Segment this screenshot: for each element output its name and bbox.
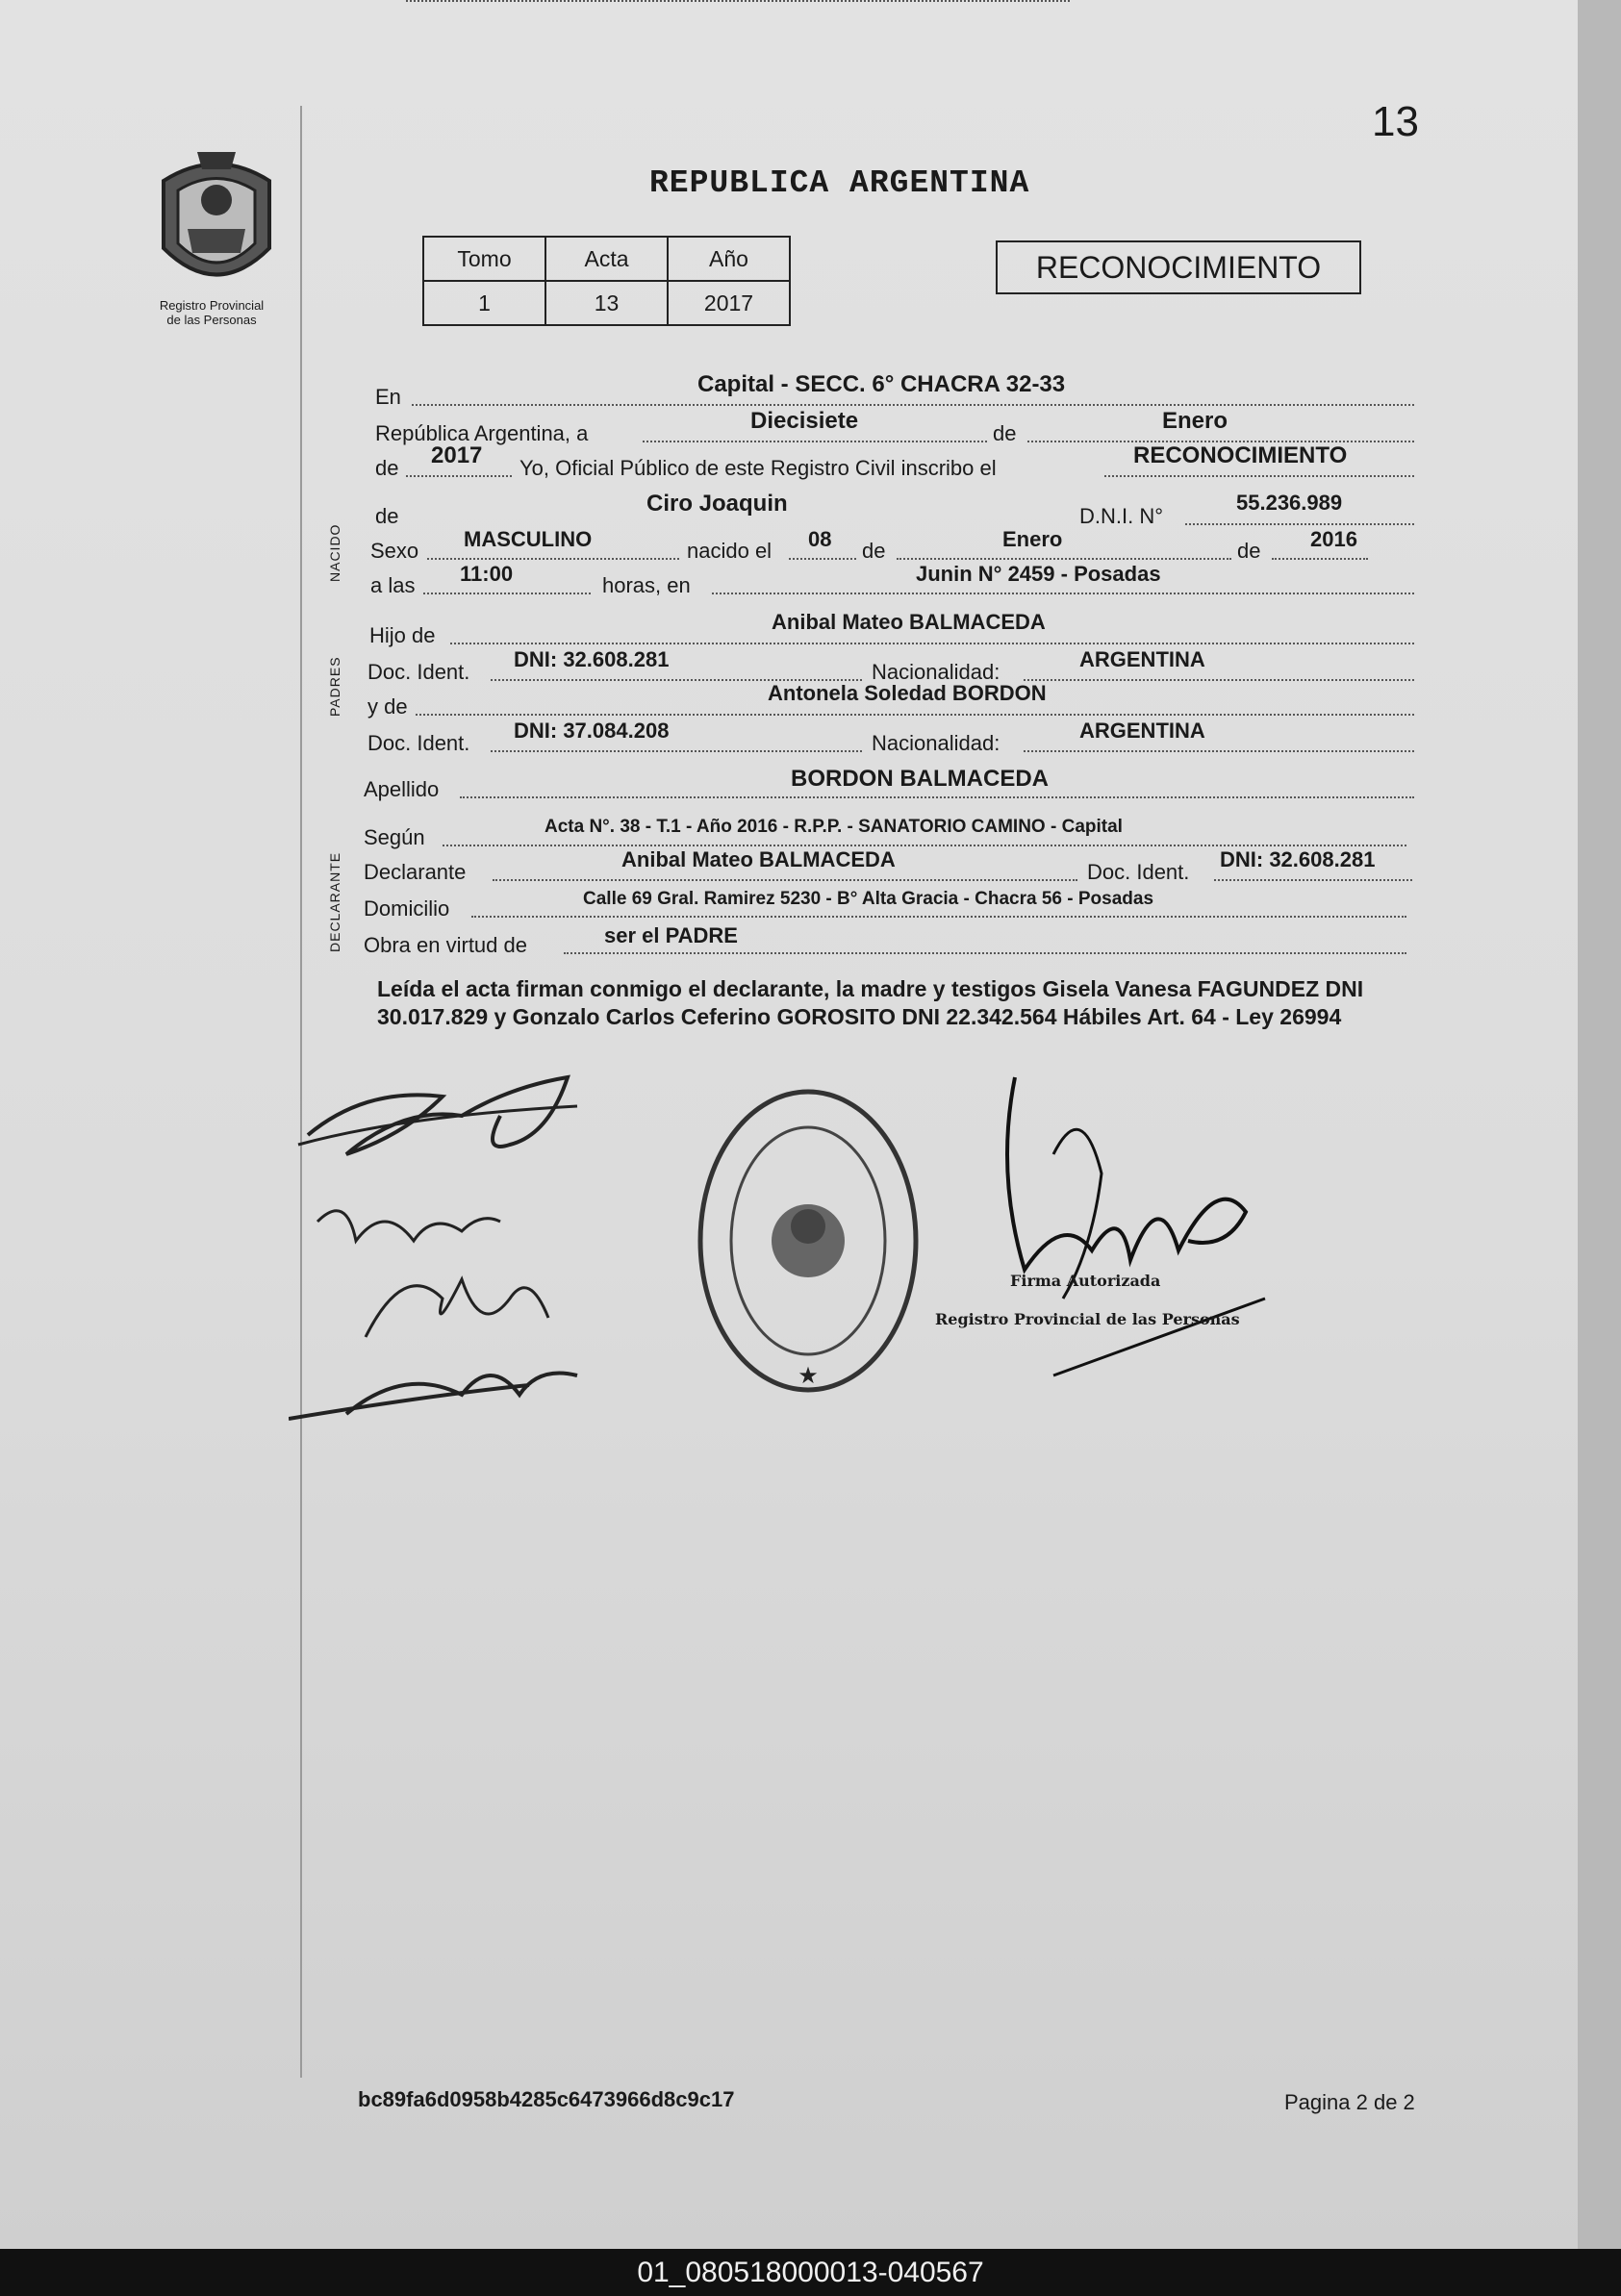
label-segun: Según [364,825,425,849]
value-padre: Anibal Mateo BALMACEDA [772,610,1046,634]
side-label-padres: PADRES [327,656,342,717]
label-declarante: Declarante [364,860,467,884]
value-apellido: BORDON BALMACEDA [791,766,1049,792]
label-obra: Obra en virtud de [364,933,527,957]
value-mes: Enero [1162,408,1228,434]
label-horas: horas, en [602,573,691,597]
value-sexo: MASCULINO [464,527,593,551]
value-lugar: Capital - SECC. 6° CHACRA 32-33 [697,371,1066,397]
value-dia: Diecisiete [750,408,859,434]
value-madre: Antonela Soledad BORDON [768,681,1047,705]
dotted-line [427,558,679,560]
label-a-las: a las [370,573,416,597]
closing-text: Leída el acta firman conmigo el declarante, la madre y testigos Gisela Vanesa FAGUNDEZ DNI 30.017.829 y Gonzalo Carlos Ceferino GOROSITO DNI 22.342.564 Hábiles Art. 64 - Ley 26994 [377,976,1364,1029]
page-indicator: Pagina 2 de 2 [1284,2090,1415,2114]
table-value-anio: 2017 [668,281,790,325]
dotted-line [406,475,512,477]
value-declarante-doc: DNI: 32.608.281 [1220,847,1376,871]
document-hash: bc89fa6d0958b4285c6473966d8c9c17 [358,2087,735,2111]
dotted-line [1214,879,1412,881]
svg-text:★: ★ [798,1363,819,1389]
label-nacionalidad-padre: Nacionalidad: [872,660,1000,684]
provincial-crest-icon [144,142,289,301]
label-doc-ident-declarante: Doc. Ident. [1087,860,1190,884]
label-de: de [993,421,1017,445]
value-madre-nac: ARGENTINA [1079,719,1205,743]
value-anio: 2017 [431,442,483,468]
value-nac-anio: 2016 [1310,527,1357,551]
value-dni: 55.236.989 [1236,491,1343,515]
table-header-anio: Año [668,237,790,281]
crest-caption-line: Registro Provincial [159,298,265,313]
dotted-line [460,796,1414,798]
value-nac-dia: 08 [808,527,832,551]
stamp-text-line: Registro Provincial de las Personas [935,1310,1240,1328]
value-obra: ser el PADRE [604,923,738,947]
label-en: En [375,385,401,409]
dotted-line [1024,679,1414,681]
dotted-line [1104,475,1414,477]
label-sexo: Sexo [370,539,419,563]
label-yo: Yo, Oficial Público de este Registro Civil inscribo el [519,456,997,480]
file-id-footer: 01_080518000013-040567 [0,2249,1621,2296]
official-seal-icon [693,1082,924,1400]
document-title: REPUBLICA ARGENTINA [649,165,1030,201]
side-label-declarante: DECLARANTE [327,851,342,952]
label-nacionalidad-madre: Nacionalidad: [872,731,1000,755]
dotted-line [1185,523,1414,525]
label-hijo-de: Hijo de [369,623,436,647]
value-domicilio: Calle 69 Gral. Ramirez 5230 - B° Alta Gracia - Chacra 56 - Posadas [583,889,1154,909]
page-number: 13 [1372,98,1419,145]
side-label-nacido: NACIDO [327,523,342,582]
dotted-line [443,845,1406,846]
label-de-anio-nac: de [1237,539,1261,563]
dotted-line [416,714,1414,716]
label-republica: República Argentina, a [375,421,589,445]
dotted-line [412,404,1414,406]
table-value-tomo: 1 [423,281,545,325]
document-type-box: RECONOCIMIENTO [996,240,1361,294]
dotted-line [712,593,1414,594]
dotted-line [643,441,987,442]
label-de-nombre: de [375,504,399,528]
label-doc-ident-madre: Doc. Ident. [367,731,470,755]
dotted-line [491,750,862,752]
dotted-line [406,0,1070,2]
dotted-line [423,593,591,594]
value-padre-nac: ARGENTINA [1079,647,1205,671]
crest-caption [125,298,298,327]
table-header-acta: Acta [545,237,668,281]
value-nombre: Ciro Joaquin [646,491,788,517]
table-header-tomo: Tomo [423,237,545,281]
label-doc-ident-padre: Doc. Ident. [367,660,470,684]
value-lugar-nac: Junin N° 2459 - Posadas [916,562,1161,586]
label-de-anio: de [375,456,399,480]
dotted-line [789,558,856,560]
value-tipo: RECONOCIMIENTO [1133,442,1348,468]
dotted-line [564,952,1406,954]
official-signature-icon [938,1058,1275,1385]
label-apellido: Apellido [364,777,440,801]
page-edge [1578,0,1621,2249]
label-de-mes: de [862,539,886,563]
label-nacido: nacido el [687,539,773,563]
crest-caption-line: de las Personas [166,313,257,327]
dotted-line [897,558,1231,560]
label-y-de: y de [367,694,408,719]
value-segun: Acta N°. 38 - T.1 - Año 2016 - R.P.P. - SANATORIO CAMINO - Capital [545,817,1123,837]
value-declarante: Anibal Mateo BALMACEDA [621,847,896,871]
dotted-line [1024,750,1414,752]
table-value-acta: 13 [545,281,668,325]
value-madre-doc: DNI: 37.084.208 [514,719,670,743]
value-padre-doc: DNI: 32.608.281 [514,647,670,671]
dotted-line [471,916,1406,918]
stamp-text-line: Firma Autorizada [1010,1272,1161,1290]
label-domicilio: Domicilio [364,896,450,921]
label-dni: D.N.I. N° [1079,504,1164,528]
dotted-line [493,879,1077,881]
value-hora: 11:00 [460,562,514,586]
signature-left-icon [289,1048,606,1462]
dotted-line [1272,558,1368,560]
value-nac-mes: Enero [1002,527,1063,551]
dotted-line [450,643,1414,644]
record-table [422,236,791,326]
